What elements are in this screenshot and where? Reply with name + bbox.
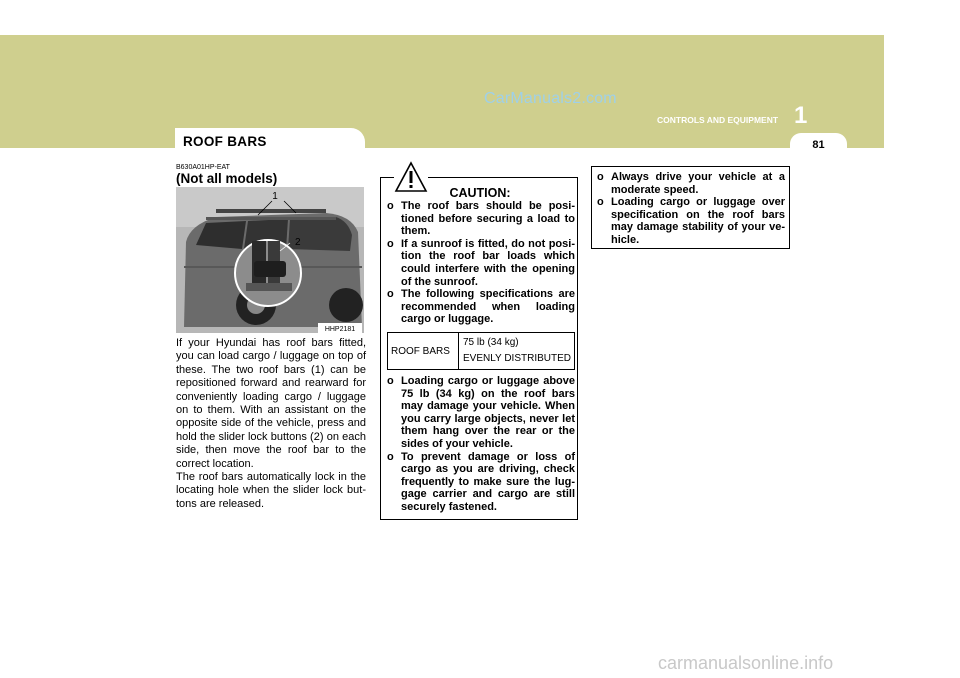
bullet-marker: o — [387, 450, 394, 463]
caution-item: o To prevent damage or loss of cargo as you are driving, check frequently to make sure the lug-gage carrier and cargo are still securely fastened. — [387, 450, 575, 513]
spec-value: 75 lb (34 kg) — [463, 337, 519, 348]
caution-item: o Always drive your vehicle at a moderate speed. — [597, 171, 785, 196]
figure-callout-2: 2 — [295, 237, 301, 248]
bullet-marker: o — [387, 375, 394, 387]
caution-item: o The following specifications are recommended when loading cargo or luggage. — [387, 288, 575, 326]
figure-callout-1: 1 — [272, 191, 278, 202]
caution-item: o The roof bars should be posi-tioned before securing a load to them. — [387, 200, 575, 238]
bullet-marker: o — [387, 200, 394, 212]
caution-list-top — [387, 200, 575, 326]
bullet-marker: o — [387, 237, 394, 250]
caution-item: o Loading cargo or luggage over specification on the roof bars may damage stability of your ve-hicle. — [597, 196, 785, 246]
figure-id: HHP2181 — [324, 326, 356, 333]
page-number: 81 — [812, 139, 825, 151]
caution-item: o Loading cargo or luggage above 75 lb (34 kg) on the roof bars may damage your vehicle. When you carry large objects, never let them hang over the rear or the sides of your vehicle. — [387, 375, 575, 450]
section-title: ROOF BARS — [183, 134, 267, 149]
header-band — [0, 35, 884, 148]
bullet-marker: o — [597, 171, 604, 183]
caution-continued-box — [591, 166, 790, 249]
right-list — [597, 171, 785, 247]
page-number-tab — [790, 133, 847, 155]
bullet-marker: o — [387, 288, 394, 301]
roof-bars-spec-table — [387, 332, 575, 370]
reference-code: B630A01HP-EAT — [176, 164, 230, 171]
body-paragraph-1: If your Hyundai has roof bars fitted, you can load cargo / luggage on top of these. The two roof bars (1) can be repositioned forward and rearward for conveniently loading cargo / luggage on to them. With an assistant on the opposite side of the vehicle, press and hold the slider lock buttons (2) on each side, then move the roof bar to the correct location. — [176, 337, 366, 470]
caution-item: o If a sunroof is fitted, do not posi-tion the roof bar loads which could interfere with the opening of the sunroof. — [387, 237, 575, 288]
watermark-carmanuals2[interactable]: CarManuals2.com — [484, 90, 617, 107]
caution-list-bottom — [387, 375, 575, 514]
spec-note: EVENLY DISTRIBUTED — [463, 353, 571, 364]
spec-label-cell — [388, 333, 459, 369]
bullet-marker: o — [597, 196, 604, 209]
subtitle: (Not all models) — [176, 171, 278, 186]
chapter-number: 1 — [794, 102, 808, 129]
caution-title: CAUTION: — [449, 186, 511, 200]
section-label: CONTROLS AND EQUIPMENT — [657, 115, 779, 125]
body-paragraph-2: The roof bars automatically lock in the locating hole when the slider lock but-tons are released. — [176, 471, 366, 510]
roof-bars-figure — [176, 187, 364, 333]
watermark-carmanualsonline[interactable]: carmanualsonline.info — [658, 653, 834, 673]
spec-label: ROOF BARS — [391, 346, 450, 357]
caution-box — [380, 177, 578, 520]
body-text — [176, 337, 366, 511]
section-title-tab — [175, 128, 365, 156]
